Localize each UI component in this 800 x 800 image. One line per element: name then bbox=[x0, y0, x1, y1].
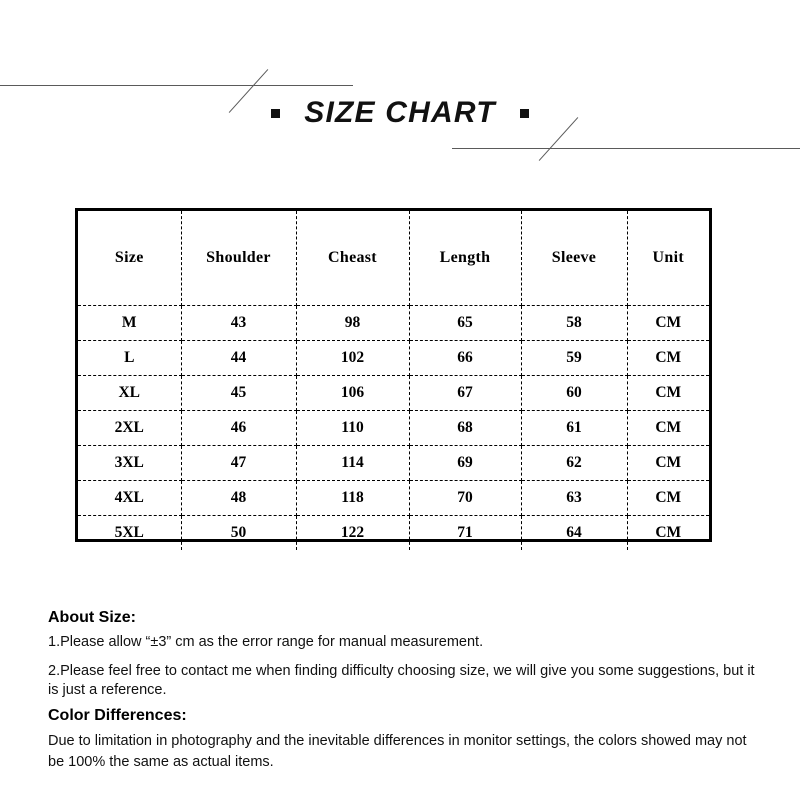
size-chart-table bbox=[78, 211, 709, 550]
cell-cheast: 122 bbox=[296, 516, 409, 551]
cell-length: 70 bbox=[409, 481, 521, 516]
cell-length: 67 bbox=[409, 376, 521, 411]
cell-unit: CM bbox=[627, 376, 709, 411]
cell-size: 3XL bbox=[78, 446, 181, 481]
table-row bbox=[78, 411, 709, 446]
table-header-row bbox=[78, 211, 709, 306]
cell-size: M bbox=[78, 306, 181, 341]
cell-cheast: 102 bbox=[296, 341, 409, 376]
square-bullet-icon-right bbox=[520, 109, 529, 118]
cell-shoulder: 47 bbox=[181, 446, 296, 481]
cell-shoulder: 45 bbox=[181, 376, 296, 411]
cell-size: 2XL bbox=[78, 411, 181, 446]
table-row bbox=[78, 341, 709, 376]
color-differences-body: Due to limitation in photography and the inevitable differences in monitor settings, the colors showed may not be 100% the same as actual items. bbox=[48, 733, 747, 771]
cell-sleeve: 59 bbox=[521, 341, 627, 376]
cell-unit: CM bbox=[627, 306, 709, 341]
cell-shoulder: 50 bbox=[181, 516, 296, 551]
cell-unit: CM bbox=[655, 524, 682, 541]
column-header-length: Length bbox=[409, 211, 521, 306]
square-bullet-icon-left bbox=[271, 109, 280, 118]
page-title-text: SIZE CHART bbox=[304, 96, 496, 129]
size-chart-table-container bbox=[75, 208, 712, 542]
cell-cheast: 106 bbox=[296, 376, 409, 411]
page-title bbox=[0, 98, 800, 128]
cell-shoulder: 46 bbox=[181, 411, 296, 446]
notes-section bbox=[48, 608, 760, 773]
cell-cheast: 98 bbox=[296, 306, 409, 341]
title-banner bbox=[0, 0, 800, 190]
column-header-cheast: Cheast bbox=[296, 211, 409, 306]
cell-sleeve: 64 bbox=[521, 516, 627, 551]
cell-shoulder: 43 bbox=[181, 306, 296, 341]
cell-length: 66 bbox=[409, 341, 521, 376]
column-header-unit: Unit bbox=[627, 211, 709, 306]
cell-sleeve: 63 bbox=[521, 481, 627, 516]
cell-unit: CM bbox=[627, 341, 709, 376]
cell-shoulder: 48 bbox=[181, 481, 296, 516]
column-header-shoulder: Shoulder bbox=[181, 211, 296, 306]
cell-size: XL bbox=[78, 376, 181, 411]
cell-cheast: 118 bbox=[296, 481, 409, 516]
table-row bbox=[78, 446, 709, 481]
table-row bbox=[78, 481, 709, 516]
cell-length: 68 bbox=[409, 411, 521, 446]
cell-unit: CM bbox=[627, 481, 709, 516]
cell-length: 65 bbox=[409, 306, 521, 341]
table-row bbox=[78, 516, 709, 551]
cell-size: L bbox=[78, 341, 181, 376]
cell-sleeve: 61 bbox=[521, 411, 627, 446]
cell-sleeve: 62 bbox=[521, 446, 627, 481]
decorative-rule-right bbox=[452, 148, 800, 149]
cell-size: 5XL bbox=[78, 516, 181, 551]
column-header-size: Size bbox=[78, 211, 181, 306]
cell-shoulder: 44 bbox=[181, 341, 296, 376]
cell-sleeve: 58 bbox=[521, 306, 627, 341]
cell-size: 4XL bbox=[78, 481, 181, 516]
decorative-rule-left bbox=[0, 85, 353, 86]
about-size-heading: About Size: bbox=[48, 609, 136, 626]
about-size-note-2: 2.Please feel free to contact me when finding difficulty choosing size, we will give you some suggestions, but it is just a reference. bbox=[48, 662, 755, 699]
color-differences-heading: Color Differences: bbox=[48, 706, 187, 724]
table-row bbox=[78, 306, 709, 341]
about-size-note-1: 1.Please allow “±3” cm as the error range for manual measurement. bbox=[48, 634, 484, 651]
cell-cheast: 110 bbox=[296, 411, 409, 446]
cell-sleeve: 60 bbox=[521, 376, 627, 411]
cell-length: 71 bbox=[409, 516, 521, 551]
column-header-sleeve: Sleeve bbox=[521, 211, 627, 306]
cell-length: 69 bbox=[409, 446, 521, 481]
table-row bbox=[78, 376, 709, 411]
cell-unit: CM bbox=[627, 411, 709, 446]
cell-unit: CM bbox=[627, 446, 709, 481]
cell-cheast: 114 bbox=[296, 446, 409, 481]
